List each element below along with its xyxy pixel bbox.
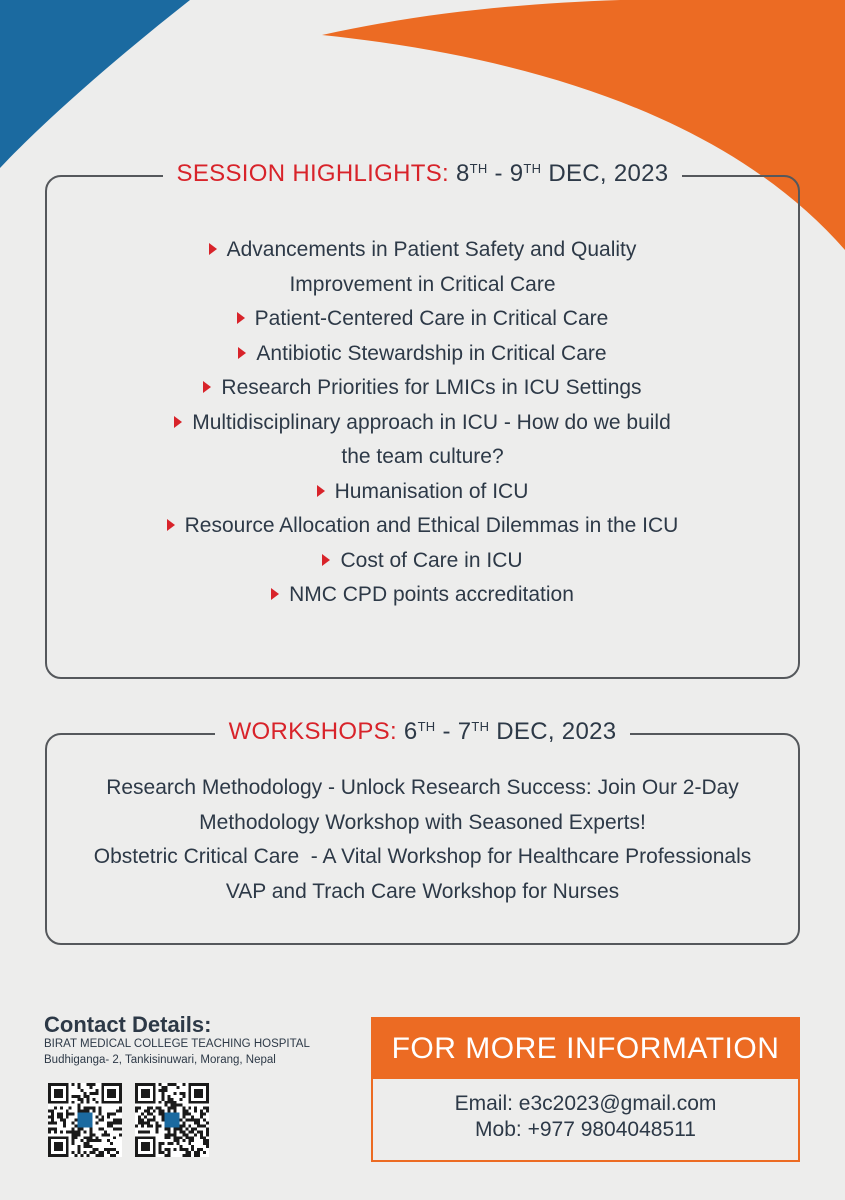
qr-code-icon[interactable]: [48, 1083, 122, 1157]
session-highlights-panel: [45, 160, 800, 679]
session-highlights-label: SESSION HIGHLIGHTS:: [176, 160, 449, 187]
workshops-label: WORKSHOPS:: [228, 718, 397, 745]
workshops-dates: 6TH - 7TH DEC, 2023: [403, 718, 617, 745]
workshops-panel: [45, 718, 800, 945]
highlight-item: Resource Allocation and Ethical Dilemmas in the ICU: [47, 509, 798, 544]
bullet-arrow-icon: [238, 347, 246, 359]
bullet-arrow-icon: [322, 554, 330, 566]
workshop-line: Methodology Workshop with Seasoned Experts!: [199, 810, 646, 834]
contact-details-title: Contact Details:: [44, 1012, 212, 1037]
highlight-item: Cost of Care in ICU: [47, 544, 798, 579]
workshops-list: [47, 771, 798, 909]
contact-organization: BIRAT MEDICAL COLLEGE TEACHING HOSPITAL: [44, 1038, 310, 1050]
contact-address: Budhiganga- 2, Tankisinuwari, Morang, Nepal: [44, 1054, 276, 1066]
bullet-arrow-icon: [271, 588, 279, 600]
bullet-arrow-icon: [317, 485, 325, 497]
workshop-line: VAP and Trach Care Workshop for Nurses: [225, 879, 620, 903]
highlight-item: Multidisciplinary approach in ICU - How do we build the team culture?: [47, 406, 798, 475]
blue-corner-swoosh: [0, 0, 190, 168]
highlight-item: Research Priorities for LMICs in ICU Settings: [47, 371, 798, 406]
bullet-arrow-icon: [167, 519, 175, 531]
bullet-arrow-icon: [237, 312, 245, 324]
bullet-arrow-icon: [174, 416, 182, 428]
highlight-item: Antibiotic Stewardship in Critical Care: [47, 337, 798, 372]
bullet-arrow-icon: [203, 381, 211, 393]
more-information-heading: FOR MORE INFORMATION: [373, 1019, 798, 1079]
workshop-line: Obstetric Critical Care - A Vital Workshop for Healthcare Professionals: [93, 845, 752, 868]
highlight-item: Patient-Centered Care in Critical Care: [47, 302, 798, 337]
session-highlights-list: [47, 233, 798, 613]
highlight-item: Humanisation of ICU: [47, 475, 798, 510]
more-information-box: [371, 1017, 800, 1162]
contact-email[interactable]: Email: e3c2023@gmail.com: [454, 1092, 717, 1115]
qr-code-icon[interactable]: [135, 1083, 209, 1157]
highlight-item: NMC CPD points accreditation: [47, 578, 798, 613]
contact-mobile[interactable]: Mob: +977 9804048511: [475, 1118, 696, 1141]
bullet-arrow-icon: [209, 243, 217, 255]
session-highlights-dates: 8TH - 9TH DEC, 2023: [455, 160, 669, 187]
session-highlights-title: [47, 160, 798, 188]
workshop-line: Research Methodology - Unlock Research Success: Join Our 2-Day: [106, 776, 739, 799]
highlight-item: Advancements in Patient Safety and Quality Improvement in Critical Care: [47, 233, 798, 302]
workshops-title: [47, 718, 798, 746]
